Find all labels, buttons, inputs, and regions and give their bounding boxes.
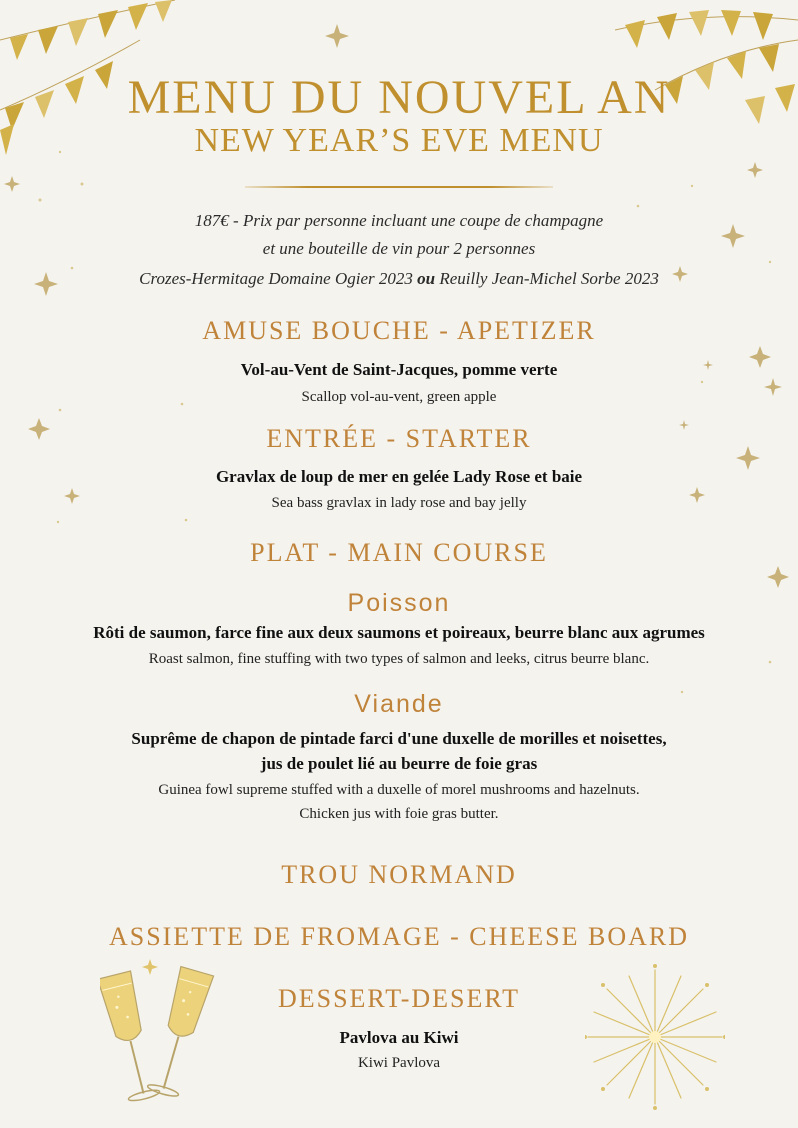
wine-options <box>0 266 798 292</box>
dish-amuse: Vol-au-Vent de Saint-Jacques, pomme verte <box>240 360 558 379</box>
dish-dessert: Pavlova au Kiwi <box>339 1028 459 1047</box>
wine-conjunction: ou <box>417 269 436 288</box>
menu-subtitle: NEW YEAR’S EVE MENU <box>194 122 604 159</box>
subsection-heading-meat: Viande <box>354 690 444 718</box>
description-starter: Sea bass gravlax in lady rose and bay jelly <box>271 495 527 511</box>
wine-b: Reuilly Jean-Michel Sorbe 2023 <box>439 269 659 288</box>
dish-starter: Gravlax de loup de mer en gelée Lady Rose et baie <box>215 467 583 486</box>
section-heading-dessert: DESSERT-DESERT <box>277 984 521 1013</box>
dish-fish: Rôti de saumon, farce fine aux deux saumons et poireaux, beurre blanc aux agrumes <box>93 623 705 642</box>
section-heading-starter: ENTRÉE - STARTER <box>266 424 532 453</box>
price-line-2: et une bouteille de vin pour 2 personnes <box>262 239 536 258</box>
divider <box>245 186 553 188</box>
wine-a: Crozes-Hermitage Domaine Ogier 2023 <box>139 269 413 288</box>
description-fish: Roast salmon, fine stuffing with two types of salmon and leeks, citrus beurre blanc. <box>148 651 650 667</box>
section-heading-amuse: AMUSE BOUCHE - APETIZER <box>202 316 596 345</box>
description-meat-line-1: Guinea fowl supreme stuffed with a duxelle of morel mushrooms and hazelnuts. <box>158 782 640 798</box>
price-line-1: 187€ - Prix par personne incluant une coupe de champagne <box>194 211 604 230</box>
description-amuse: Scallop vol-au-vent, green apple <box>301 389 497 405</box>
dish-meat-line-2: jus de poulet lié au beurre de foie gras <box>260 754 538 773</box>
subsection-heading-fish: Poisson <box>347 589 451 617</box>
description-meat-line-2: Chicken jus with foie gras butter. <box>299 806 499 822</box>
firework-icon <box>585 962 725 1112</box>
description-dessert: Kiwi Pavlova <box>357 1055 441 1071</box>
menu-title: MENU DU NOUVEL AN <box>127 71 671 124</box>
section-heading-main: PLAT - MAIN COURSE <box>250 538 548 567</box>
dish-meat-line-1: Suprême de chapon de pintade farci d'une duxelle de morilles et noisettes, <box>131 729 667 748</box>
champagne-glasses-icon <box>100 955 215 1120</box>
section-heading-cheese: ASSIETTE DE FROMAGE - CHEESE BOARD <box>108 922 690 951</box>
section-heading-trou: TROU NORMAND <box>281 860 517 889</box>
